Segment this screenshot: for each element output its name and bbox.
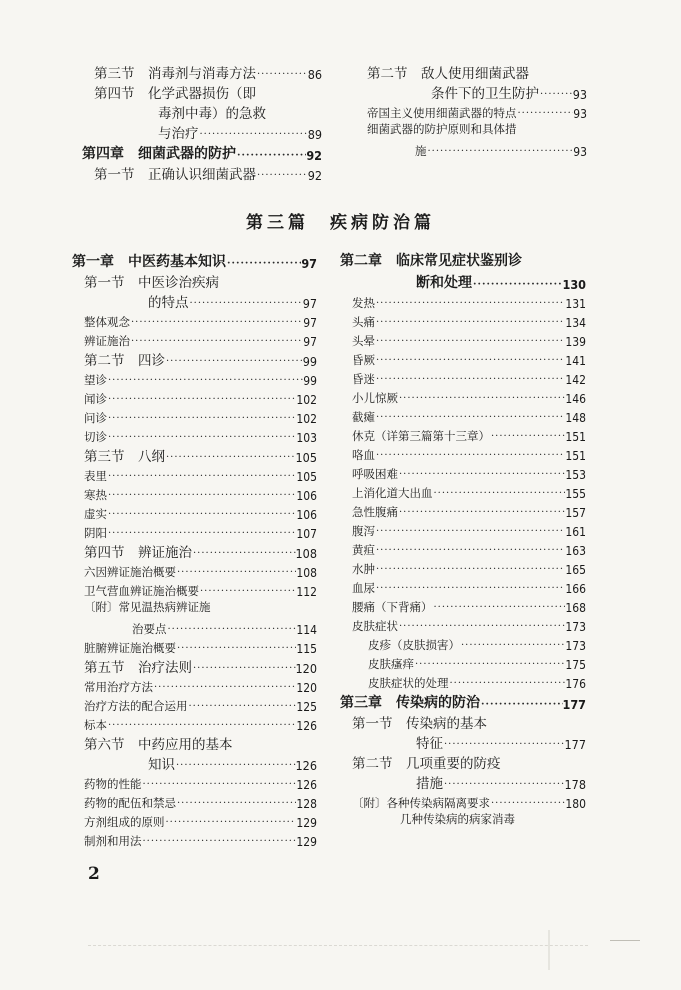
dot-leader: [199, 128, 308, 142]
toc-entry: [355, 140, 587, 159]
toc-entry-title: 脏腑辨证施治概要: [84, 641, 176, 655]
dot-leader: [107, 393, 296, 407]
toc-entry: [72, 695, 317, 714]
toc-entry-title: 措施: [416, 776, 443, 792]
dot-leader: [375, 525, 565, 539]
toc-page-number: 102: [296, 393, 317, 407]
toc-entry: [340, 292, 586, 311]
toc-entry-title: 药物的性能: [84, 777, 142, 791]
toc-entry-title: 第四章 细菌武器的防护: [82, 146, 236, 162]
toc-page-number: 108: [295, 546, 317, 561]
dot-leader: [517, 107, 574, 121]
toc-entry: [340, 558, 586, 577]
toc-entry: [340, 368, 586, 387]
dot-leader: [130, 335, 303, 349]
dot-leader: [375, 354, 565, 368]
toc-entry: [72, 503, 317, 522]
toc-entry-title: 问诊: [84, 411, 107, 425]
toc-page-number: 86: [307, 67, 322, 82]
toc-entry: [72, 811, 317, 830]
dot-leader: [176, 566, 296, 580]
toc-page-number: 97: [301, 256, 317, 271]
dot-leader: [107, 431, 296, 445]
toc-entry: [72, 250, 317, 271]
toc-page-number: 142: [565, 373, 586, 387]
dot-leader: [398, 468, 565, 482]
toc-entry-title: 第四节 辨证施治: [84, 545, 192, 561]
toc-page-number: 180: [565, 797, 586, 811]
toc-page-number: 134: [565, 316, 586, 330]
toc-entry-title: 第一章 中医药基本知识: [72, 254, 226, 270]
toc-entry-title: 几种传染病的病家消毒: [400, 812, 515, 826]
toc-entry: [72, 445, 317, 465]
toc-page-number: 173: [565, 620, 586, 634]
toc-entry-title: 第一节 正确认识细菌武器: [94, 167, 256, 183]
dot-leader: [480, 698, 563, 712]
toc-entry-title: 第一节 传染病的基本: [352, 716, 487, 732]
toc-page-number: 131: [565, 297, 586, 311]
toc-page-number: 129: [296, 835, 317, 849]
dot-leader: [176, 642, 296, 656]
toc-page-number: 120: [296, 681, 317, 695]
dot-leader: [256, 68, 308, 82]
dot-leader: [375, 411, 565, 425]
toc-page-number: 106: [296, 508, 317, 522]
dot-leader: [142, 835, 297, 849]
dot-leader: [107, 470, 296, 484]
toc-entry: [72, 714, 317, 733]
toc-entry-title: 上消化道大出血: [352, 486, 433, 500]
toc-entry: [340, 792, 586, 811]
toc-entry-title: 条件下的卫生防护: [431, 86, 539, 102]
toc-entry-title: 皮疹（皮肤损害）: [368, 638, 460, 652]
toc-entry: [72, 561, 317, 580]
dot-leader: [176, 797, 296, 811]
dot-leader: [539, 88, 573, 102]
toc-entry-title: 第六节 中药应用的基本: [84, 737, 233, 753]
toc-entry: [72, 773, 317, 792]
dot-leader: [427, 145, 574, 159]
dot-leader: [472, 278, 563, 292]
toc-page-number: 107: [296, 527, 317, 541]
dot-leader: [175, 759, 296, 773]
toc-entry-title: 制剂和用法: [84, 834, 142, 848]
dot-leader: [107, 719, 296, 733]
dot-leader: [165, 451, 296, 465]
toc-entry-title: 常用治疗方法: [84, 680, 153, 694]
toc-page-number: 92: [307, 168, 322, 183]
dot-leader: [375, 297, 565, 311]
toc-entry-title: 方剂组成的原则: [84, 815, 165, 829]
dot-leader: [398, 620, 565, 634]
toc-entry: [340, 425, 586, 444]
toc-entry: [72, 271, 317, 291]
toc-entry-title: 治疗方法的配合运用: [84, 699, 188, 713]
toc-entry-title: 〔附〕各种传染病隔离要求: [352, 796, 490, 810]
toc-entry: [72, 369, 317, 388]
toc-entry-title: 血尿: [352, 581, 375, 595]
dot-leader: [142, 778, 297, 792]
toc-entry: [82, 82, 322, 102]
dot-leader: [443, 778, 565, 792]
dot-leader: [460, 639, 565, 653]
toc-entry: [72, 541, 317, 561]
toc-entry-title: 第一节 中医诊治疾病: [84, 275, 219, 291]
toc-entry: [72, 311, 317, 330]
toc-page-number: 126: [295, 758, 317, 773]
dot-leader: [375, 449, 565, 463]
toc-entry: [72, 599, 317, 618]
toc-entry-title: 断和处理: [416, 275, 472, 291]
toc-entry-title: 寒热: [84, 488, 107, 502]
toc-entry-title: 水肿: [352, 562, 375, 576]
toc-page-number: 128: [296, 797, 317, 811]
toc-page-number: 177: [562, 697, 586, 712]
scan-artifact: [88, 945, 588, 949]
toc-entry: [72, 637, 317, 656]
dot-leader: [167, 623, 297, 637]
toc-page-number: 99: [302, 354, 317, 369]
toc-entry: [72, 656, 317, 676]
dot-leader: [398, 506, 565, 520]
toc-page-number: 92: [306, 148, 322, 163]
page-number: 2: [88, 864, 100, 884]
toc-entry: [340, 811, 586, 830]
toc-entry-title: 的特点: [148, 295, 189, 311]
toc-page-number: 141: [565, 354, 586, 368]
toc-entry-title: 整体观念: [84, 315, 130, 329]
dot-leader: [256, 169, 308, 183]
dot-leader: [153, 681, 296, 695]
toc-page-number: 105: [295, 450, 317, 465]
toc-entry: [72, 522, 317, 541]
toc-entry-title: 闻诊: [84, 392, 107, 406]
toc-entry: [355, 121, 587, 140]
toc-page-number: 99: [303, 374, 317, 388]
toc-entry-title: 卫气营血辨证施治概要: [84, 584, 199, 598]
toc-entry: [72, 618, 317, 637]
toc-entry-title: 第二节 敌人使用细菌武器: [367, 66, 529, 82]
dot-leader: [375, 316, 565, 330]
toc-entry: [340, 406, 586, 425]
toc-entry-title: 急性腹痛: [352, 505, 398, 519]
toc-page-number: 151: [565, 449, 586, 463]
toc-entry: [340, 250, 586, 271]
toc-entry: [340, 349, 586, 368]
dot-leader: [107, 412, 296, 426]
toc-entry: [72, 349, 317, 369]
dot-leader: [433, 601, 566, 615]
toc-entry: [72, 426, 317, 445]
toc-entry: [72, 484, 317, 503]
toc-entry-title: 表里: [84, 469, 107, 483]
toc-page-number: 120: [295, 661, 317, 676]
toc-entry: [340, 539, 586, 558]
toc-entry-title: 施: [415, 144, 427, 158]
toc-entry: [340, 271, 586, 292]
toc-entry-title: 望诊: [84, 373, 107, 387]
toc-entry-title: 切诊: [84, 430, 107, 444]
toc-entry: [340, 482, 586, 501]
toc-page-number: 97: [302, 296, 317, 311]
toc-entry-title: 第五节 治疗法则: [84, 660, 192, 676]
toc-entry: [340, 672, 586, 691]
toc-entry-title: 皮肤瘙痒: [368, 657, 414, 671]
toc-entry-title: 呼吸困难: [352, 467, 398, 481]
toc-page-number: 176: [565, 677, 586, 691]
toc-entry: [82, 142, 322, 163]
toc-page-number: 166: [565, 582, 586, 596]
toc-right-column: [340, 250, 586, 830]
toc-entry: [72, 291, 317, 311]
scan-artifact: [610, 940, 640, 941]
toc-page-number: 97: [303, 335, 317, 349]
dot-leader: [165, 355, 303, 369]
toc-entry: [340, 387, 586, 406]
toc-entry: [340, 712, 586, 732]
toc-entry: [340, 615, 586, 634]
toc-entry: [82, 122, 322, 142]
toc-entry: [340, 444, 586, 463]
toc-entry-title: 第三节 消毒剂与消毒方法: [94, 66, 256, 82]
toc-entry: [340, 691, 586, 712]
toc-entry-title: 第二节 四诊: [84, 353, 165, 369]
toc-entry: [355, 62, 587, 82]
toc-entry-title: 知识: [148, 757, 175, 773]
toc-entry-title: 皮肤症状的处理: [368, 676, 449, 690]
toc-page-number: 108: [296, 566, 317, 580]
toc-page-number: 129: [296, 816, 317, 830]
toc-entry-title: 辨证施治: [84, 334, 130, 348]
toc-page-number: 130: [562, 277, 586, 292]
dot-leader: [165, 816, 297, 830]
dot-leader: [398, 392, 565, 406]
dot-leader: [107, 527, 296, 541]
dot-leader: [226, 257, 301, 271]
dot-leader: [107, 508, 296, 522]
dot-leader: [192, 547, 296, 561]
toc-entry-title: 第四节 化学武器损伤（即: [94, 86, 256, 102]
toc-entry-title: 小儿惊厥: [352, 391, 398, 405]
toc-page-number: 151: [565, 430, 586, 444]
toc-entry: [355, 82, 587, 102]
toc-page-number: 157: [565, 506, 586, 520]
toc-entry: [340, 577, 586, 596]
toc-entry: [340, 752, 586, 772]
toc-entry-title: 第三章 传染病的防治: [340, 695, 480, 711]
toc-entry-title: 第二节 几项重要的防疫: [352, 756, 501, 772]
toc-page-number: 177: [564, 737, 586, 752]
toc-page-number: 165: [565, 563, 586, 577]
dot-leader: [375, 544, 565, 558]
toc-entry-title: 休克（详第三篇第十三章）: [352, 429, 490, 443]
toc-page-number: 106: [296, 489, 317, 503]
toc-entry-title: 药物的配伍和禁忌: [84, 796, 176, 810]
toc-entry-title: 腹泻: [352, 524, 375, 538]
toc-entry: [72, 407, 317, 426]
toc-entry: [72, 753, 317, 773]
toc-page-number: 178: [564, 777, 586, 792]
toc-entry-title: 与治疗: [158, 126, 199, 142]
dot-leader: [236, 149, 306, 163]
toc-page-number: 139: [565, 335, 586, 349]
dot-leader: [189, 297, 303, 311]
toc-entry-title: 黄疸: [352, 543, 375, 557]
toc-entry: [340, 330, 586, 349]
dot-leader: [107, 374, 303, 388]
toc-entry: [72, 676, 317, 695]
toc-page-number: 173: [565, 639, 586, 653]
toc-top-right-column: [355, 62, 587, 159]
toc-page-number: 153: [565, 468, 586, 482]
dot-leader: [107, 489, 296, 503]
toc-page-number: 161: [565, 525, 586, 539]
dot-leader: [130, 316, 303, 330]
toc-top-left-column: [82, 62, 322, 183]
dot-leader: [375, 563, 565, 577]
toc-entry-title: 咯血: [352, 448, 375, 462]
toc-entry-title: 昏迷: [352, 372, 375, 386]
scan-artifact: [548, 930, 550, 970]
toc-entry-title: 标本: [84, 718, 107, 732]
toc-page-number: 89: [307, 127, 322, 142]
toc-entry-title: 第三节 八纲: [84, 449, 165, 465]
toc-entry-title: 治要点: [132, 622, 167, 636]
toc-page-number: 105: [296, 470, 317, 484]
dot-leader: [192, 662, 296, 676]
toc-entry: [72, 733, 317, 753]
toc-entry: [82, 102, 322, 122]
dot-leader: [375, 582, 565, 596]
dot-leader: [490, 430, 565, 444]
toc-page-number: 93: [572, 87, 587, 102]
toc-page-number: 148: [565, 411, 586, 425]
dot-leader: [443, 738, 565, 752]
toc-entry-title: 特征: [416, 736, 443, 752]
part-title: 第三篇 疾病防治篇: [246, 213, 435, 233]
dot-leader: [375, 373, 565, 387]
toc-entry: [340, 463, 586, 482]
toc-page-number: 126: [296, 719, 317, 733]
dot-leader: [199, 585, 296, 599]
toc-entry-title: 头晕: [352, 334, 375, 348]
toc-page-number: 155: [565, 487, 586, 501]
toc-entry-title: 帝国主义使用细菌武器的特点: [367, 106, 517, 120]
dot-leader: [449, 677, 566, 691]
toc-entry-title: 发热: [352, 296, 375, 310]
toc-entry: [72, 792, 317, 811]
toc-page-number: 168: [565, 601, 586, 615]
dot-leader: [375, 335, 565, 349]
toc-page-number: 103: [296, 431, 317, 445]
toc-page-number: 114: [296, 623, 317, 637]
toc-left-column: [72, 250, 317, 849]
toc-entry-title: 阴阳: [84, 526, 107, 540]
toc-entry: [72, 830, 317, 849]
toc-entry-title: 虚实: [84, 507, 107, 521]
toc-page-number: 97: [303, 316, 317, 330]
dot-leader: [433, 487, 566, 501]
toc-page-number: 125: [296, 700, 317, 714]
toc-entry: [72, 580, 317, 599]
toc-page-number: 146: [565, 392, 586, 406]
toc-page-number: 163: [565, 544, 586, 558]
toc-page-number: 115: [296, 642, 317, 656]
toc-entry: [340, 732, 586, 752]
toc-page-number: 93: [573, 145, 587, 159]
toc-page-number: 126: [296, 778, 317, 792]
toc-entry-title: 毒剂中毒）的急救: [158, 106, 266, 122]
toc-page-number: 112: [296, 585, 317, 599]
dot-leader: [490, 797, 565, 811]
toc-entry: [82, 62, 322, 82]
toc-entry: [72, 388, 317, 407]
dot-leader: [414, 658, 565, 672]
toc-entry: [355, 102, 587, 121]
toc-entry-title: 头痛: [352, 315, 375, 329]
toc-entry: [72, 330, 317, 349]
toc-entry: [82, 163, 322, 183]
toc-entry-title: 〔附〕常见温热病辨证施: [84, 600, 211, 614]
toc-entry: [340, 311, 586, 330]
toc-entry: [340, 634, 586, 653]
toc-entry: [340, 772, 586, 792]
toc-page-number: 102: [296, 412, 317, 426]
toc-entry: [72, 465, 317, 484]
toc-entry: [340, 653, 586, 672]
toc-page-number: 175: [565, 658, 586, 672]
toc-entry: [340, 501, 586, 520]
toc-entry-title: 细菌武器的防护原则和具体措: [367, 122, 517, 136]
toc-entry-title: 皮肤症状: [352, 619, 398, 633]
toc-entry: [340, 596, 586, 615]
toc-page-number: 93: [573, 107, 587, 121]
toc-entry: [340, 520, 586, 539]
toc-entry-title: 腰痛（下背痛）: [352, 600, 433, 614]
toc-entry-title: 截瘫: [352, 410, 375, 424]
toc-entry-title: 第二章 临床常见症状鉴别诊: [340, 253, 522, 269]
toc-entry-title: 六因辨证施治概要: [84, 565, 176, 579]
dot-leader: [188, 700, 297, 714]
toc-entry-title: 昏厥: [352, 353, 375, 367]
